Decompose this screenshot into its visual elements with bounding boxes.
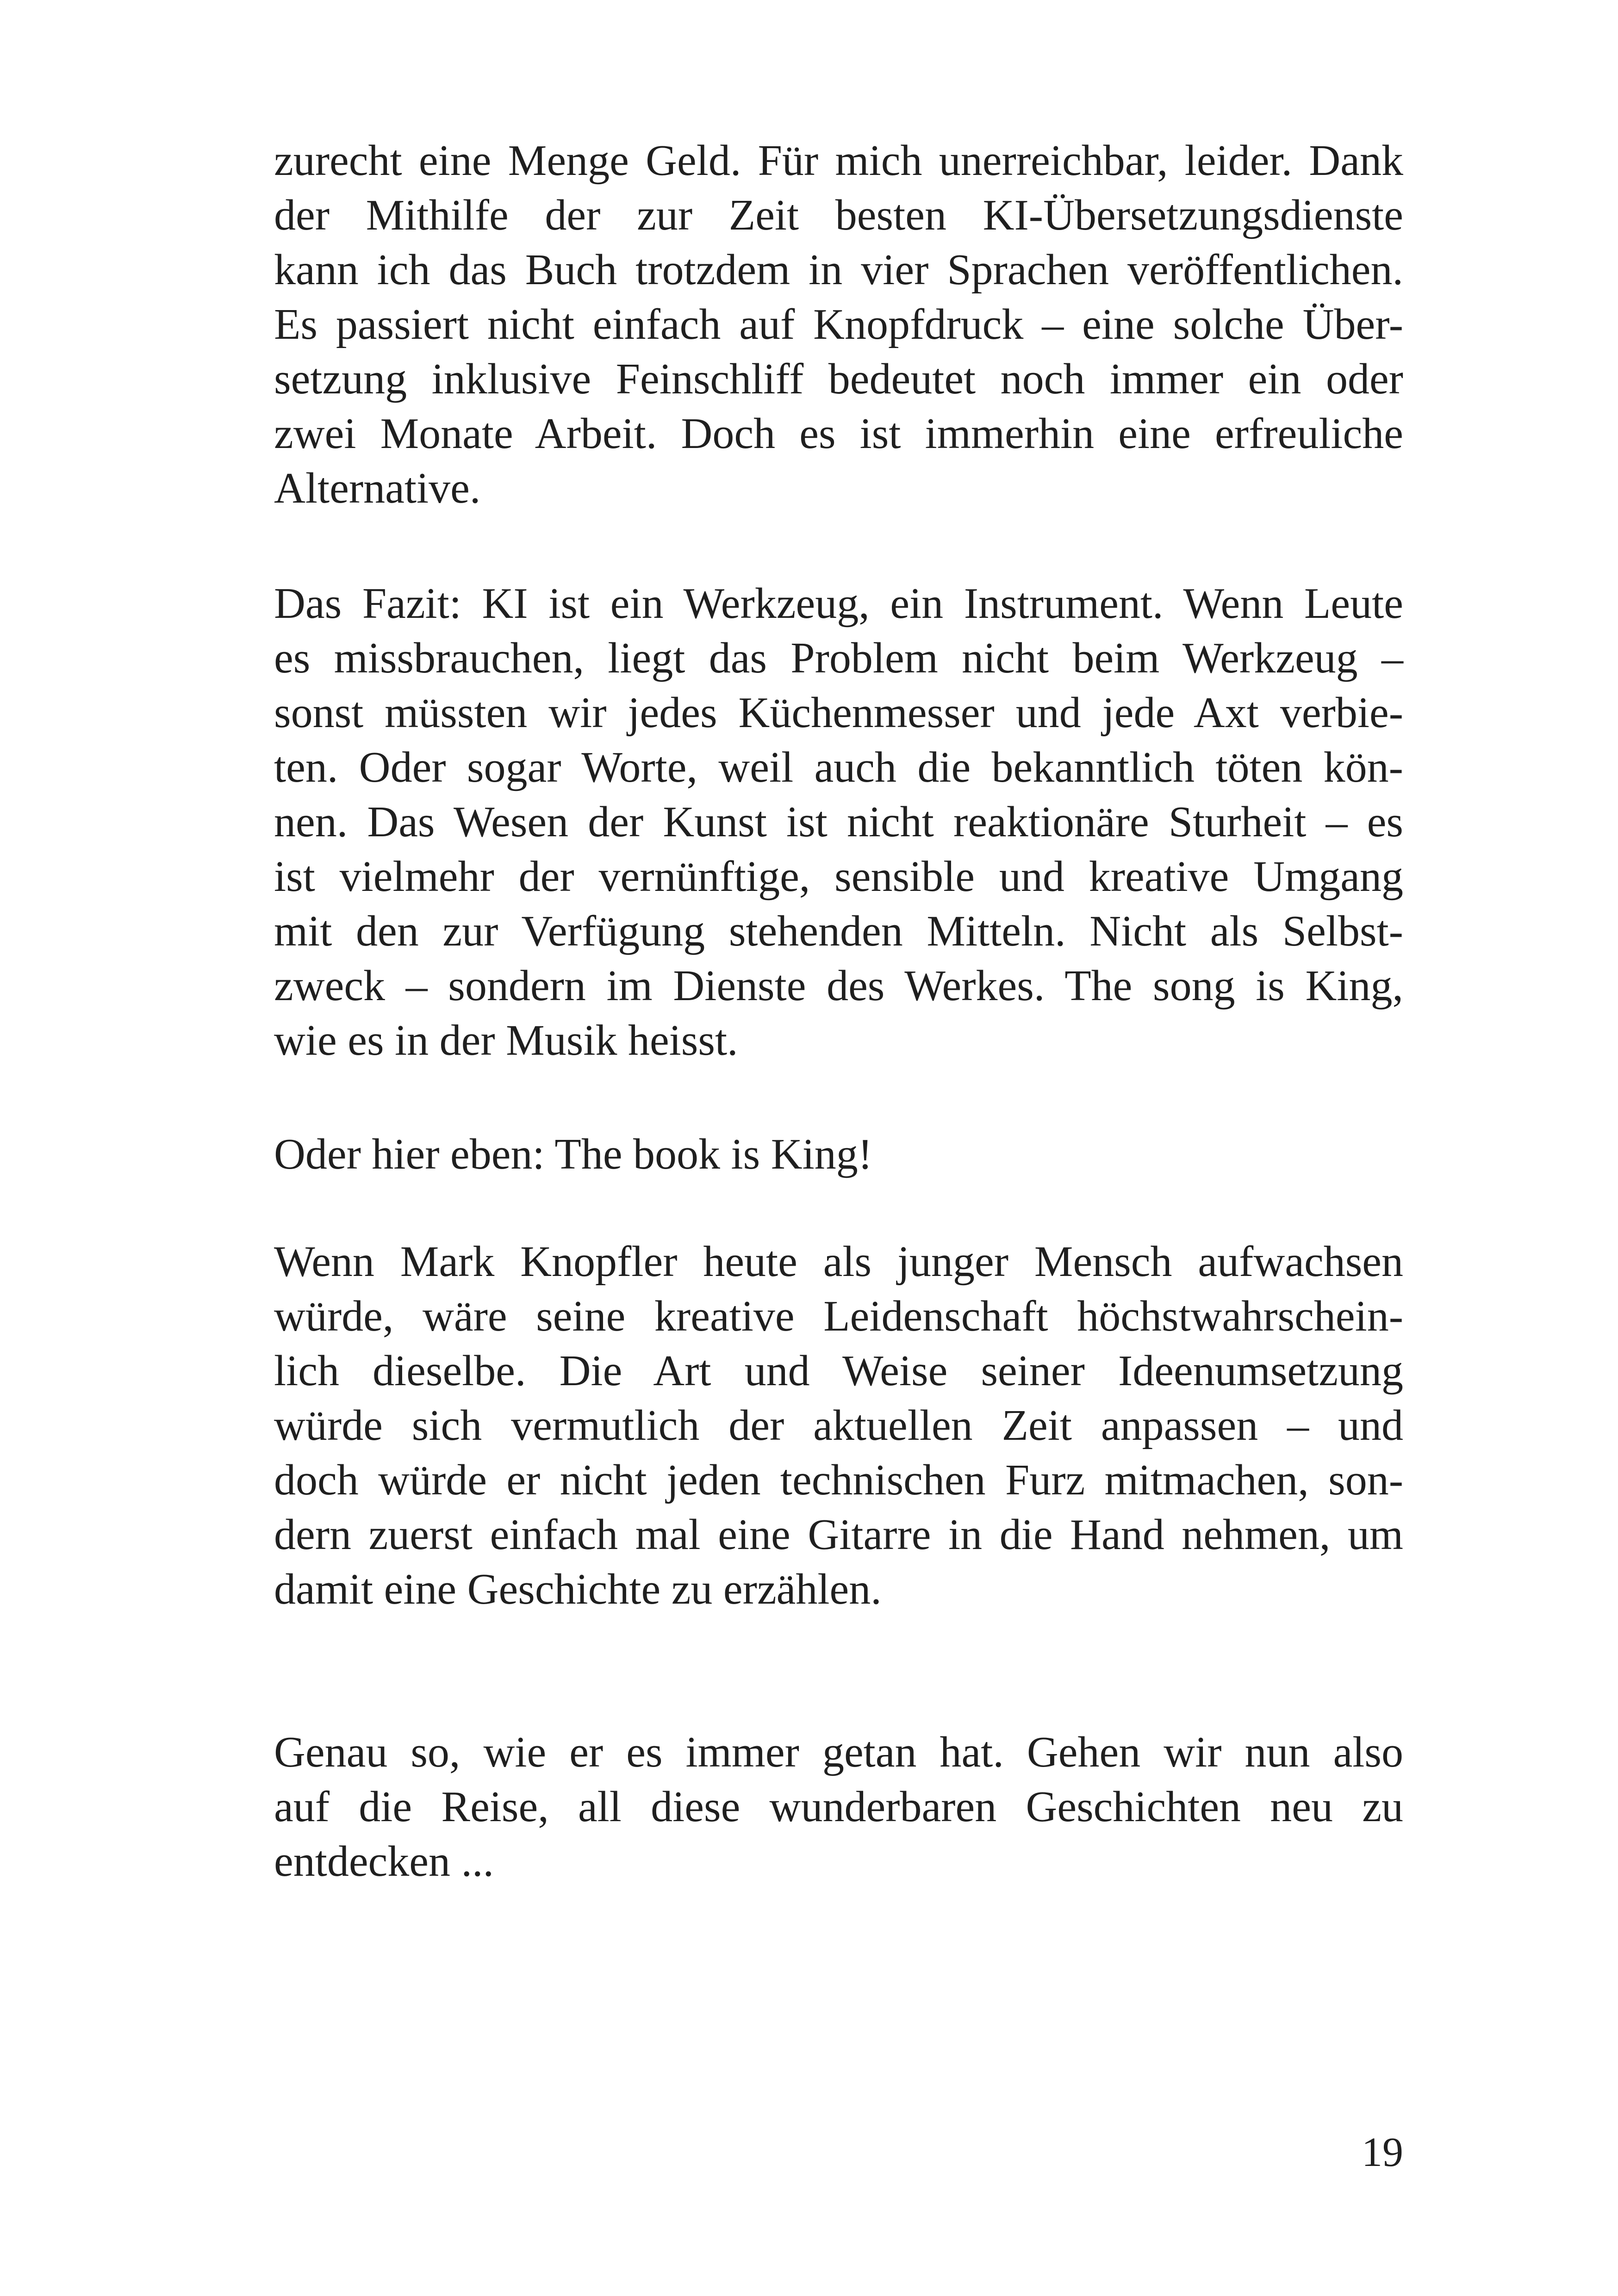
text-line: doch würde er nicht jeden technischen Furz mitmachen, son- bbox=[274, 1456, 1403, 1504]
text-line: wie es in der Musik heisst. bbox=[274, 1016, 738, 1064]
paragraph-translation bbox=[274, 133, 1403, 516]
paragraph-book-is-king bbox=[274, 1127, 1403, 1182]
text-line: Genau so, wie er es immer getan hat. Gehen wir nun also bbox=[274, 1728, 1403, 1776]
text-line: auf die Reise, all diese wunderbaren Geschichten neu zu bbox=[274, 1783, 1403, 1831]
text-line: würde, wäre seine kreative Leidenschaft höchstwahrschein- bbox=[274, 1292, 1403, 1340]
text-line: nen. Das Wesen der Kunst ist nicht reaktionäre Sturheit – es bbox=[274, 798, 1403, 846]
paragraph-mark-knopfler bbox=[274, 1234, 1403, 1617]
text-line: sonst müssten wir jedes Küchenmesser und jede Axt verbie- bbox=[274, 689, 1403, 737]
text-line: Wenn Mark Knopfler heute als junger Mensch aufwachsen bbox=[274, 1238, 1403, 1286]
text-line: zurecht eine Menge Geld. Für mich unerreichbar, leider. Dank bbox=[274, 137, 1403, 185]
paragraph-closing bbox=[274, 1725, 1403, 1889]
paragraph-conclusion bbox=[274, 576, 1403, 1068]
text-line: damit eine Geschichte zu erzählen. bbox=[274, 1565, 882, 1613]
text-line: würde sich vermutlich der aktuellen Zeit anpassen – und bbox=[274, 1401, 1403, 1450]
text-line: der Mithilfe der zur Zeit besten KI-Übersetzungsdienste bbox=[274, 191, 1403, 239]
text-line: ist vielmehr der vernünftige, sensible und kreative Umgang bbox=[274, 852, 1403, 901]
text-line: entdecken ... bbox=[274, 1837, 494, 1885]
page-number: 19 bbox=[1362, 2129, 1403, 2175]
text-line: Oder hier eben: The book is King! bbox=[274, 1130, 873, 1178]
text-line: setzung inklusive Feinschliff bedeutet noch immer ein oder bbox=[274, 355, 1403, 403]
text-line: mit den zur Verfügung stehenden Mitteln. Nicht als Selbst- bbox=[274, 907, 1403, 955]
text-line: dern zuerst einfach mal eine Gitarre in die Hand nehmen, um bbox=[274, 1511, 1403, 1559]
text-line: Alternative. bbox=[274, 464, 481, 512]
text-line: Es passiert nicht einfach auf Knopfdruck – eine solche Über- bbox=[274, 300, 1403, 348]
text-line: lich dieselbe. Die Art und Weise seiner Ideenumsetzung bbox=[274, 1347, 1403, 1395]
text-line: zweck – sondern im Dienste des Werkes. The song is King, bbox=[274, 962, 1403, 1010]
text-line: Das Fazit: KI ist ein Werkzeug, ein Instrument. Wenn Leute bbox=[274, 579, 1403, 628]
text-line: es missbrauchen, liegt das Problem nicht beim Werkzeug – bbox=[274, 634, 1403, 682]
text-line: kann ich das Buch trotzdem in vier Sprachen veröffentlichen. bbox=[274, 246, 1403, 294]
text-line: zwei Monate Arbeit. Doch es ist immerhin eine erfreuliche bbox=[274, 410, 1403, 458]
text-line: ten. Oder sogar Worte, weil auch die bekanntlich töten kön- bbox=[274, 743, 1403, 791]
